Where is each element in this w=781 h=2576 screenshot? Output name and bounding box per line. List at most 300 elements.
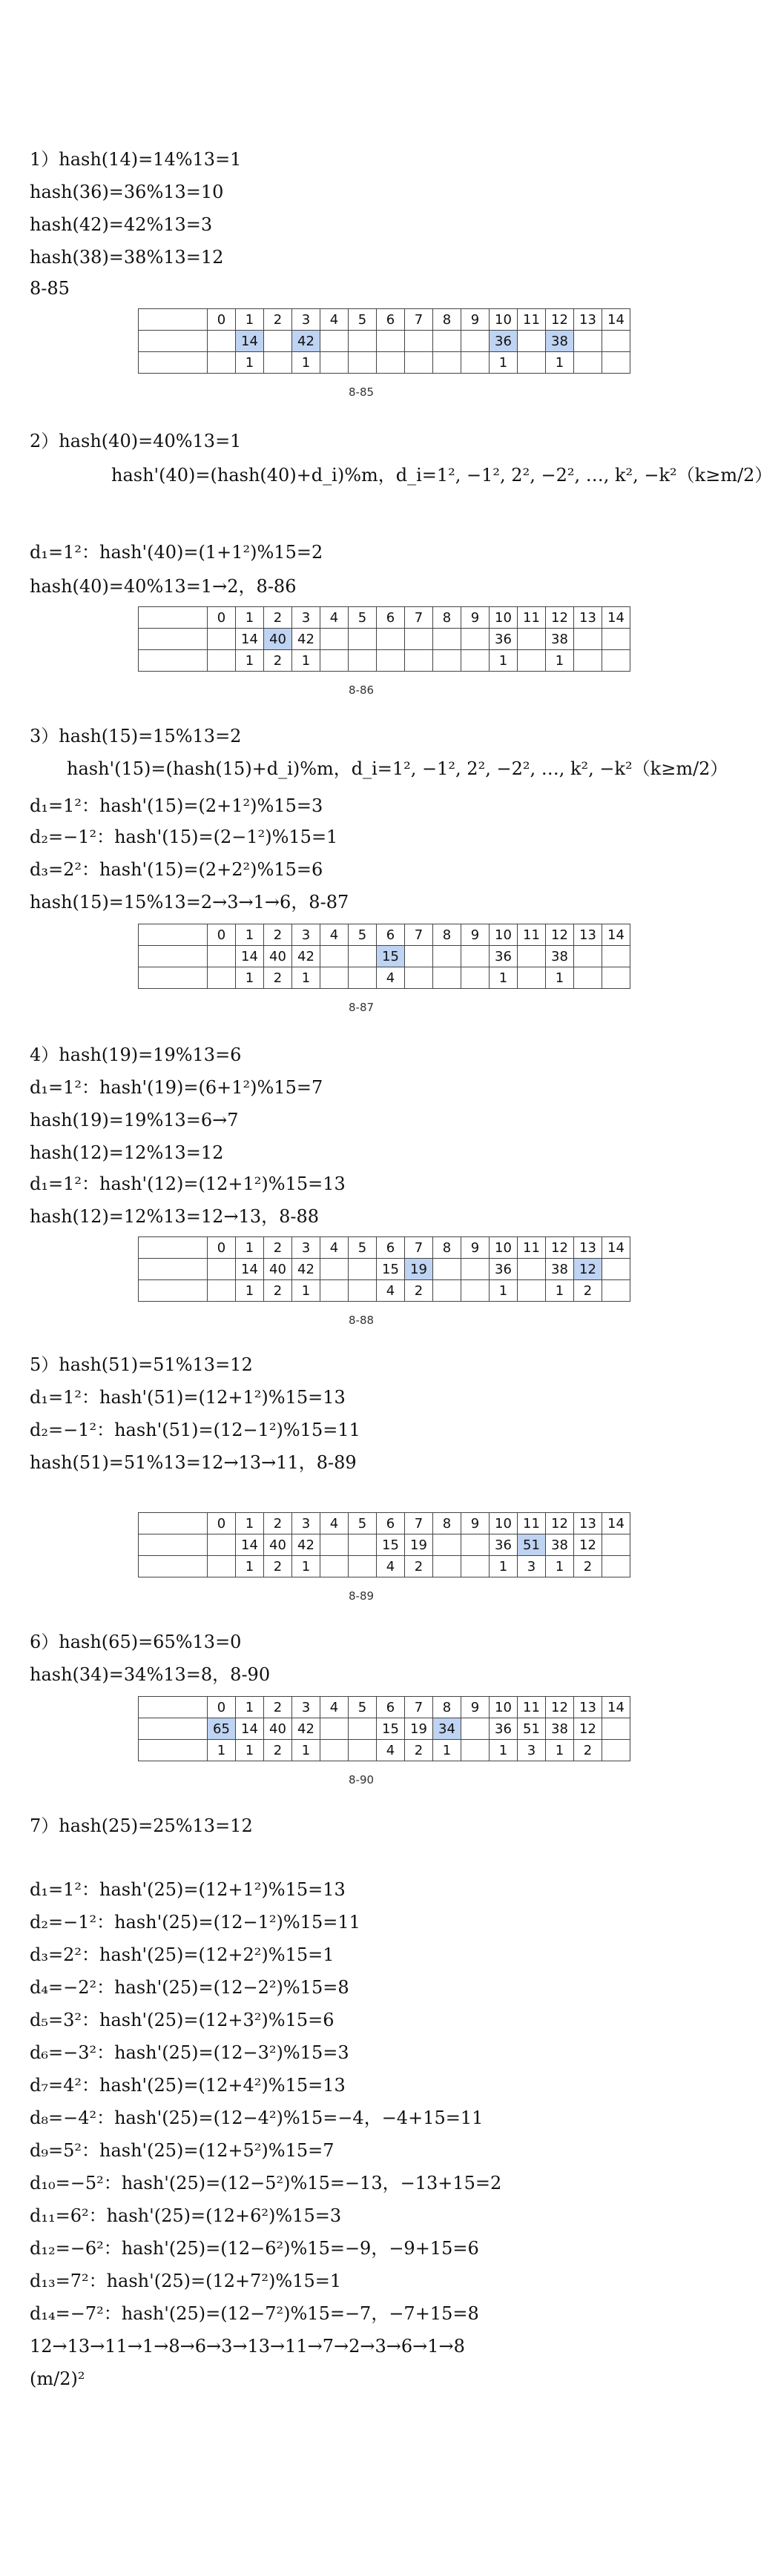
table-cell	[574, 650, 602, 672]
table-cell: 1	[236, 352, 264, 374]
table-cell	[574, 629, 602, 650]
table-cell: 15	[377, 1718, 405, 1740]
table-cell: 38	[546, 1534, 574, 1556]
table-cell: 12	[574, 1259, 602, 1280]
table-cell: 7	[405, 1237, 433, 1259]
text-line: d₁₃=7²：hash'(25)=(12+7²)%15=1	[30, 2271, 342, 2291]
table-cell: 42	[292, 1718, 320, 1740]
table-cell: 1	[236, 309, 264, 331]
row-header-addr	[139, 309, 208, 331]
table-cell: 4	[320, 1513, 349, 1534]
table-cell: 42	[292, 331, 320, 352]
table-cell: 65	[208, 1718, 236, 1740]
table-cell	[574, 946, 602, 967]
table-cell: 1	[546, 967, 574, 989]
table-cell: 14	[236, 1718, 264, 1740]
table-cell: 9	[461, 1697, 490, 1718]
table-cell: 1	[490, 352, 518, 374]
table-cell: 3	[518, 1740, 546, 1761]
table-cell: 15	[377, 1259, 405, 1280]
table-cell: 7	[405, 1697, 433, 1718]
table-cell: 2	[264, 1237, 292, 1259]
table-row-cmp	[139, 352, 630, 374]
table-cell: 6	[377, 924, 405, 946]
table-cell: 13	[574, 1697, 602, 1718]
table-cell	[320, 331, 349, 352]
table-cell: 4	[377, 1556, 405, 1577]
table-cell: 2	[264, 1556, 292, 1577]
text-line: hash'(15)=(hash(15)+d_i)%m，d_i=1², −1², 2², −2², …, k², −k²（k≥m/2）	[67, 758, 728, 779]
table-cell: 1	[236, 650, 264, 672]
text-line: hash(12)=12%13=12→13，8-88	[30, 1206, 320, 1227]
row-header-key	[139, 1718, 208, 1740]
table-cell	[320, 1740, 349, 1761]
row-header-key	[139, 629, 208, 650]
table-cell: 5	[349, 1513, 377, 1534]
table-cell: 40	[264, 629, 292, 650]
text-line: d₄=−2²：hash'(25)=(12−2²)%15=8	[30, 1977, 349, 1998]
table-cell: 14	[602, 607, 630, 629]
table-cell: 34	[433, 1718, 461, 1740]
table-cell: 3	[292, 1237, 320, 1259]
table-cell: 6	[377, 309, 405, 331]
table-cell	[602, 629, 630, 650]
text-line: d₁=1²：hash'(51)=(12+1²)%15=13	[30, 1387, 346, 1408]
table-cell	[208, 352, 236, 374]
row-header-cmp	[139, 352, 208, 374]
text-line: d₁=1²：hash'(40)=(1+1²)%15=2	[30, 542, 323, 563]
table-cell: 2	[574, 1280, 602, 1302]
table-cell	[349, 629, 377, 650]
table-cell	[433, 1534, 461, 1556]
table-cell	[208, 331, 236, 352]
row-header-cmp	[139, 1740, 208, 1761]
table-cell: 12	[546, 1697, 574, 1718]
table-cell: 6	[377, 1237, 405, 1259]
table-cell: 36	[490, 1534, 518, 1556]
table-row-addr	[139, 1697, 630, 1718]
row-header-key	[139, 946, 208, 967]
text-line: 4）hash(19)=19%13=6	[30, 1044, 242, 1065]
table-cell: 4	[320, 607, 349, 629]
table-cell: 1	[292, 967, 320, 989]
table-cell: 9	[461, 1237, 490, 1259]
table-cell	[377, 629, 405, 650]
table-cell	[433, 352, 461, 374]
text-line: d₃=2²：hash'(15)=(2+2²)%15=6	[30, 859, 323, 880]
table-cell	[349, 1556, 377, 1577]
table-cell	[349, 331, 377, 352]
table-cell: 0	[208, 1697, 236, 1718]
table-cell	[405, 629, 433, 650]
row-header-addr	[139, 1513, 208, 1534]
table-cell	[320, 967, 349, 989]
table-cell: 7	[405, 1513, 433, 1534]
hash-table-t90	[138, 1696, 630, 1761]
table-cell: 7	[405, 607, 433, 629]
table-cell: 14	[236, 1259, 264, 1280]
table-cell	[349, 1259, 377, 1280]
hash-table-t85	[138, 308, 630, 374]
table-cell: 14	[236, 629, 264, 650]
table-cell	[405, 331, 433, 352]
table-cell: 12	[546, 1237, 574, 1259]
table-cell: 2	[264, 607, 292, 629]
table-cell	[518, 650, 546, 672]
table-cell: 3	[292, 309, 320, 331]
table-cell: 40	[264, 1534, 292, 1556]
text-line: 1）hash(14)=14%13=1	[30, 149, 242, 170]
table-cell	[433, 629, 461, 650]
row-header-cmp	[139, 1280, 208, 1302]
table-cell	[602, 1718, 630, 1740]
table-cell: 12	[546, 1513, 574, 1534]
table-cell	[320, 1534, 349, 1556]
table-cell: 1	[292, 1556, 320, 1577]
table-cell: 1	[292, 650, 320, 672]
table-cell: 12	[574, 1534, 602, 1556]
hash-table-t86	[138, 606, 630, 672]
text-line: hash(38)=38%13=12	[30, 247, 224, 268]
text-line: d₁=1²：hash'(12)=(12+1²)%15=13	[30, 1173, 346, 1194]
table-cell	[602, 946, 630, 967]
text-line: d₈=−4²：hash'(25)=(12−4²)%15=−4，−4+15=11	[30, 2108, 484, 2128]
table-cell	[264, 352, 292, 374]
table-cell: 40	[264, 946, 292, 967]
table-cell: 2	[264, 967, 292, 989]
table-cell: 1	[236, 1513, 264, 1534]
table-cell: 36	[490, 1718, 518, 1740]
table-cell: 4	[320, 309, 349, 331]
table-cell: 9	[461, 1513, 490, 1534]
table-cell: 15	[377, 946, 405, 967]
table-cell: 4	[377, 967, 405, 989]
table-cell	[349, 1280, 377, 1302]
table-cell	[433, 331, 461, 352]
table-cell	[320, 1718, 349, 1740]
table-row-addr	[139, 1237, 630, 1259]
table-row-addr	[139, 607, 630, 629]
table-cell: 13	[574, 1237, 602, 1259]
table-cell: 12	[546, 924, 574, 946]
row-header-key	[139, 1534, 208, 1556]
table-cell: 38	[546, 1259, 574, 1280]
table-cell: 1	[490, 1556, 518, 1577]
table-cell: 38	[546, 629, 574, 650]
table-cell: 2	[264, 1740, 292, 1761]
table-cell	[461, 1259, 490, 1280]
table-cell	[349, 650, 377, 672]
table-cell: 2	[574, 1740, 602, 1761]
table-cell: 19	[405, 1718, 433, 1740]
table-cell	[208, 1259, 236, 1280]
table-cell: 0	[208, 1237, 236, 1259]
table-row-key	[139, 331, 630, 352]
text-line: hash(42)=42%13=3	[30, 214, 213, 235]
table-cell: 1	[490, 967, 518, 989]
table-cell	[602, 650, 630, 672]
table-cell: 11	[518, 309, 546, 331]
table-cell: 11	[518, 1513, 546, 1534]
table-cell	[433, 1280, 461, 1302]
table-row-key	[139, 629, 630, 650]
table-cell: 40	[264, 1718, 292, 1740]
table-cell: 10	[490, 607, 518, 629]
table-row-addr	[139, 924, 630, 946]
text-line: d₁=1²：hash'(25)=(12+1²)%15=13	[30, 1879, 346, 1900]
table-cell: 1	[546, 352, 574, 374]
table-cell: 2	[574, 1556, 602, 1577]
table-cell: 42	[292, 946, 320, 967]
table-cell: 4	[377, 1740, 405, 1761]
table-cell	[461, 967, 490, 989]
table-cell	[377, 352, 405, 374]
table-cell	[320, 1556, 349, 1577]
table-cell: 1	[292, 1280, 320, 1302]
table-cell	[602, 352, 630, 374]
table-cell	[574, 352, 602, 374]
figure-caption: 8-85	[349, 385, 375, 399]
text-line: d₃=2²：hash'(25)=(12+2²)%15=1	[30, 1944, 335, 1965]
table-cell: 2	[264, 924, 292, 946]
table-cell	[461, 1718, 490, 1740]
table-cell	[320, 352, 349, 374]
table-cell	[461, 1556, 490, 1577]
table-row-key	[139, 1259, 630, 1280]
table-cell: 9	[461, 607, 490, 629]
table-cell: 3	[292, 924, 320, 946]
table-cell	[433, 946, 461, 967]
table-cell	[349, 352, 377, 374]
table-cell: 12	[546, 607, 574, 629]
table-cell: 14	[602, 1237, 630, 1259]
table-cell: 42	[292, 1534, 320, 1556]
text-line: hash(51)=51%13=12→13→11，8-89	[30, 1452, 357, 1473]
table-cell	[208, 629, 236, 650]
table-cell	[208, 967, 236, 989]
text-line: d₁=1²：hash'(19)=(6+1²)%15=7	[30, 1077, 323, 1098]
table-cell: 4	[377, 1280, 405, 1302]
table-cell	[518, 946, 546, 967]
table-row-cmp	[139, 650, 630, 672]
text-line: (m/2)²	[30, 2368, 85, 2389]
table-cell: 1	[236, 1280, 264, 1302]
row-header-addr	[139, 1237, 208, 1259]
table-cell: 10	[490, 1513, 518, 1534]
table-cell	[349, 1740, 377, 1761]
table-cell	[349, 967, 377, 989]
table-cell: 13	[574, 924, 602, 946]
table-cell	[208, 946, 236, 967]
table-cell	[518, 331, 546, 352]
table-cell: 8	[433, 1237, 461, 1259]
table-cell: 1	[236, 1237, 264, 1259]
table-cell: 14	[602, 309, 630, 331]
text-line: d₂=−1²：hash'(25)=(12−1²)%15=11	[30, 1912, 360, 1933]
table-cell	[433, 1259, 461, 1280]
table-cell: 14	[602, 924, 630, 946]
text-line: 7）hash(25)=25%13=12	[30, 1815, 253, 1836]
text-line: 3）hash(15)=15%13=2	[30, 726, 242, 746]
figure-caption: 8-90	[349, 1773, 375, 1787]
table-cell: 11	[518, 924, 546, 946]
table-cell: 1	[236, 924, 264, 946]
text-line: hash(40)=40%13=1→2，8-86	[30, 576, 297, 597]
table-cell: 5	[349, 607, 377, 629]
table-cell	[518, 352, 546, 374]
table-cell	[320, 1259, 349, 1280]
table-cell: 2	[405, 1280, 433, 1302]
table-cell: 1	[490, 650, 518, 672]
table-cell	[320, 650, 349, 672]
table-cell: 1	[292, 1740, 320, 1761]
table-cell	[461, 650, 490, 672]
table-cell: 5	[349, 924, 377, 946]
table-cell: 2	[405, 1556, 433, 1577]
table-cell: 11	[518, 1237, 546, 1259]
table-cell: 1	[292, 352, 320, 374]
table-cell: 5	[349, 1237, 377, 1259]
table-cell: 13	[574, 607, 602, 629]
row-header-key	[139, 331, 208, 352]
table-cell	[320, 1280, 349, 1302]
table-cell: 3	[292, 1513, 320, 1534]
figure-caption: 8-87	[349, 1001, 375, 1014]
table-row-cmp	[139, 967, 630, 989]
table-cell: 13	[574, 309, 602, 331]
table-cell: 14	[602, 1513, 630, 1534]
table-row-addr	[139, 309, 630, 331]
text-line: hash(19)=19%13=6→7	[30, 1110, 239, 1130]
table-cell: 0	[208, 607, 236, 629]
text-line: hash(12)=12%13=12	[30, 1142, 224, 1163]
table-cell: 8	[433, 607, 461, 629]
row-header-addr	[139, 1697, 208, 1718]
table-cell: 2	[264, 309, 292, 331]
table-row-key	[139, 1718, 630, 1740]
table-cell	[602, 1740, 630, 1761]
row-header-key	[139, 1259, 208, 1280]
table-cell	[349, 1718, 377, 1740]
table-cell: 36	[490, 331, 518, 352]
row-header-addr	[139, 607, 208, 629]
text-line: d₁₁=6²：hash'(25)=(12+6²)%15=3	[30, 2205, 342, 2226]
table-cell: 12	[574, 1718, 602, 1740]
table-cell	[602, 1280, 630, 1302]
table-cell	[461, 946, 490, 967]
row-header-cmp	[139, 1556, 208, 1577]
table-cell: 2	[405, 1740, 433, 1761]
table-cell: 10	[490, 309, 518, 331]
table-cell: 1	[433, 1740, 461, 1761]
table-row-key	[139, 1534, 630, 1556]
table-cell: 10	[490, 924, 518, 946]
table-cell: 14	[236, 1534, 264, 1556]
row-header-cmp	[139, 967, 208, 989]
table-cell: 11	[518, 1697, 546, 1718]
text-line: d₆=−3²：hash'(25)=(12−3²)%15=3	[30, 2042, 349, 2063]
text-line: d₁=1²：hash'(15)=(2+1²)%15=3	[30, 795, 323, 816]
text-line: d₁₂=−6²：hash'(25)=(12−6²)%15=−9，−9+15=6	[30, 2238, 479, 2259]
table-cell	[518, 1280, 546, 1302]
table-cell: 42	[292, 629, 320, 650]
text-line: hash(36)=36%13=10	[30, 182, 224, 202]
table-cell	[405, 352, 433, 374]
table-cell: 19	[405, 1259, 433, 1280]
table-cell	[320, 946, 349, 967]
table-cell: 51	[518, 1534, 546, 1556]
figure-caption: 8-88	[349, 1314, 375, 1327]
text-line: 5）hash(51)=51%13=12	[30, 1354, 253, 1375]
table-cell: 7	[405, 309, 433, 331]
text-line: 8-85	[30, 278, 70, 299]
text-line: d₁₀=−5²：hash'(25)=(12−5²)%15=−13，−13+15=2	[30, 2173, 502, 2193]
table-cell: 36	[490, 1259, 518, 1280]
row-header-addr	[139, 924, 208, 946]
table-cell	[574, 331, 602, 352]
figure-caption: 8-86	[349, 683, 375, 697]
text-line: 6）hash(65)=65%13=0	[30, 1632, 242, 1652]
table-cell: 4	[320, 924, 349, 946]
text-line: hash(15)=15%13=2→3→1→6，8-87	[30, 892, 349, 913]
text-line: hash'(40)=(hash(40)+d_i)%m，d_i=1², −1², 2², −2², …, k², −k²（k≥m/2）	[111, 465, 773, 486]
table-cell	[518, 629, 546, 650]
text-line: 12→13→11→1→8→6→3→13→11→7→2→3→6→1→8	[30, 2336, 465, 2357]
table-cell: 38	[546, 946, 574, 967]
table-cell: 11	[518, 607, 546, 629]
table-cell: 3	[518, 1556, 546, 1577]
table-cell: 8	[433, 309, 461, 331]
table-cell	[264, 331, 292, 352]
table-cell: 38	[546, 1718, 574, 1740]
table-cell	[602, 1556, 630, 1577]
text-line: d₁₄=−7²：hash'(25)=(12−7²)%15=−7，−7+15=8	[30, 2303, 479, 2324]
table-cell	[433, 967, 461, 989]
table-cell	[518, 1259, 546, 1280]
table-cell: 1	[490, 1740, 518, 1761]
table-cell: 40	[264, 1259, 292, 1280]
figure-caption: 8-89	[349, 1589, 375, 1603]
table-cell: 19	[405, 1534, 433, 1556]
table-cell: 51	[518, 1718, 546, 1740]
table-cell: 12	[546, 309, 574, 331]
table-row-cmp	[139, 1740, 630, 1761]
table-cell	[433, 650, 461, 672]
table-cell: 2	[264, 650, 292, 672]
hash-table-t88	[138, 1236, 630, 1302]
table-cell: 1	[236, 1556, 264, 1577]
table-cell	[320, 629, 349, 650]
table-cell: 9	[461, 924, 490, 946]
table-cell	[208, 1556, 236, 1577]
table-cell: 9	[461, 309, 490, 331]
table-cell	[602, 1534, 630, 1556]
table-cell	[461, 629, 490, 650]
table-cell: 2	[264, 1697, 292, 1718]
table-cell	[433, 1556, 461, 1577]
table-row-cmp	[139, 1280, 630, 1302]
table-cell	[602, 331, 630, 352]
text-line: 2）hash(40)=40%13=1	[30, 431, 242, 451]
table-cell	[349, 946, 377, 967]
table-cell	[518, 967, 546, 989]
table-cell: 1	[236, 967, 264, 989]
table-cell: 8	[433, 1513, 461, 1534]
text-line: d₉=5²：hash'(25)=(12+5²)%15=7	[30, 2140, 335, 2161]
table-cell: 1	[208, 1740, 236, 1761]
text-line: hash(34)=34%13=8，8-90	[30, 1664, 271, 1685]
table-cell	[405, 967, 433, 989]
